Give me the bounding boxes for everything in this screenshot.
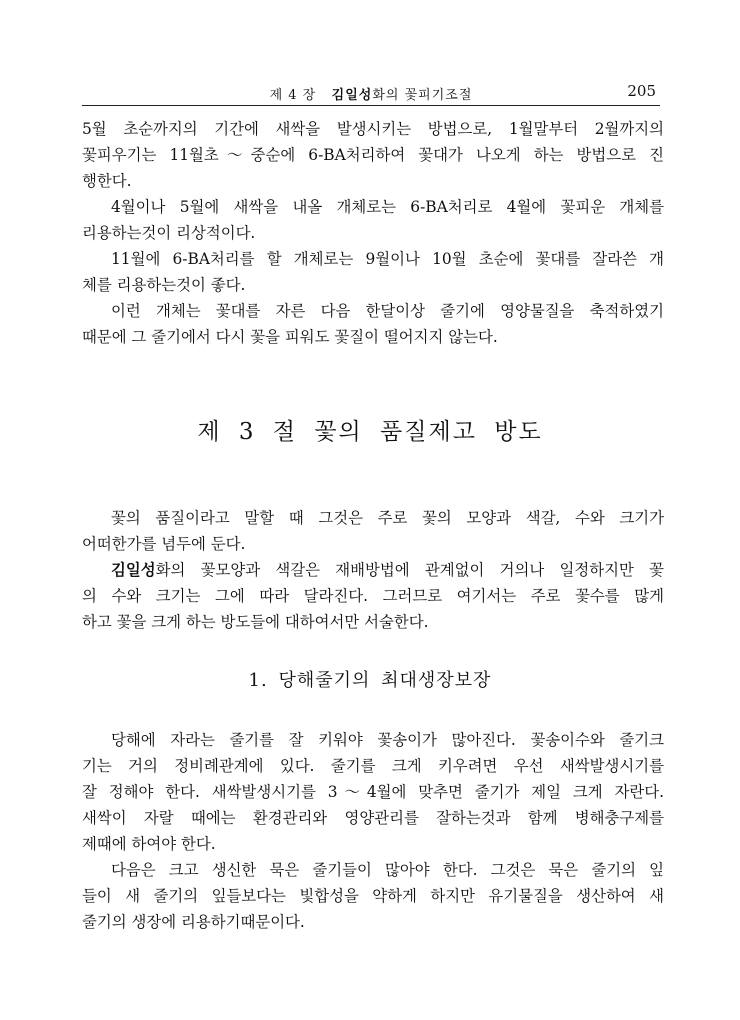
- bold-name: 김일성: [111, 561, 156, 579]
- text-line: 당해에 자라는 줄기를 잘 키워야 꽃송이가 많아진다. 꽃송이수와 줄기크: [111, 731, 664, 749]
- header-title: [82, 84, 660, 103]
- paragraph-1: [82, 116, 664, 194]
- paragraph-6: [82, 557, 664, 635]
- paragraph-2: [82, 194, 664, 246]
- text-line: 어떠한가를 념두에 둔다.: [82, 535, 246, 553]
- text-line: 11월에 6-BA처리를 할 개체로는 9월이나 10월 초순에 꽃대를 잘라쓴 개: [111, 250, 664, 268]
- text-block-3: [82, 727, 664, 935]
- text-line: 꽃의 품질이라고 말할 때 그것은 주로 꽃의 모양과 색갈, 수와 크기가: [111, 509, 664, 527]
- subsection-title: 1. 당해줄기의 최대생장보장: [248, 670, 492, 691]
- paragraph-7: [82, 727, 664, 857]
- text-line: 꽃피우기는 11월초～중순에 6-BA처리하여 꽃대가 나오게 하는 방법으로 진: [82, 146, 664, 164]
- text-line: 제때에 하여야 한다.: [82, 835, 216, 853]
- text-line: 행한다.: [82, 172, 132, 190]
- text-line: 들이 새 줄기의 잎들보다는 빛합성을 약하게 하지만 유기물질을 생산하여 새: [82, 887, 664, 905]
- paragraph-8: [82, 857, 664, 935]
- page-number: 205: [627, 82, 656, 100]
- text-line: 5월 초순까지의 기간에 새싹을 발생시키는 방법으로, 1월말부터 2월까지의: [82, 120, 664, 138]
- text-block-1: [82, 116, 664, 350]
- text-line: 하고 꽃을 크게 하는 방도들에 대하여서만 서술한다.: [82, 613, 429, 631]
- paragraph-3: [82, 246, 664, 298]
- paragraph-4: [82, 298, 664, 350]
- header-chapter: 제 4 장: [269, 88, 317, 103]
- text-line: 기는 거의 정비례관계에 있다. 줄기를 크게 키우려면 우선 새싹발생시기를: [82, 757, 664, 775]
- text-block-2: [82, 505, 664, 635]
- text-line: 리용하는것이 리상적이다.: [82, 224, 256, 242]
- text-line: 체를 리용하는것이 좋다.: [82, 276, 246, 294]
- text-line: 의 수와 크기는 그에 따라 달라진다. 그러므로 여기서는 주로 꽃수를 많게: [82, 587, 664, 605]
- text-line: 새싹이 자랄 때에는 환경관리와 영양관리를 잘하는것과 함께 병해충구제를: [82, 809, 664, 827]
- text-line: 잘 정해야 한다. 새싹발생시기를 3～4월에 맞추면 줄기가 제일 크게 자란다.: [82, 783, 664, 801]
- text-line: 때문에 그 줄기에서 다시 꽃을 피워도 꽃질이 떨어지지 않는다.: [82, 328, 498, 346]
- text-line: 줄기의 생장에 리용하기때문이다.: [82, 913, 305, 931]
- header-subtitle: 화의 꽃피기조절: [372, 88, 473, 103]
- paragraph-5: [82, 505, 664, 557]
- header-bold-name: 김일성: [331, 88, 373, 103]
- text-line: [82, 557, 664, 583]
- text-line: 다음은 크고 생신한 묵은 줄기들이 많아야 한다. 그것은 묵은 줄기의 잎: [111, 861, 664, 879]
- text-span: 화의 꽃모양과 색갈은 재배방법에 관계없이 거의나 일정하지만 꽃: [155, 561, 664, 579]
- text-line: 4월이나 5월에 새싹을 내올 개체로는 6-BA처리로 4월에 꽃피운 개체를: [111, 198, 664, 216]
- running-header: [82, 83, 660, 106]
- text-line: 이런 개체는 꽃대를 자른 다음 한달이상 줄기에 영양물질을 축적하였기: [111, 302, 664, 320]
- section-title: 제 3 절 꽃의 품질제고 방도: [197, 419, 543, 445]
